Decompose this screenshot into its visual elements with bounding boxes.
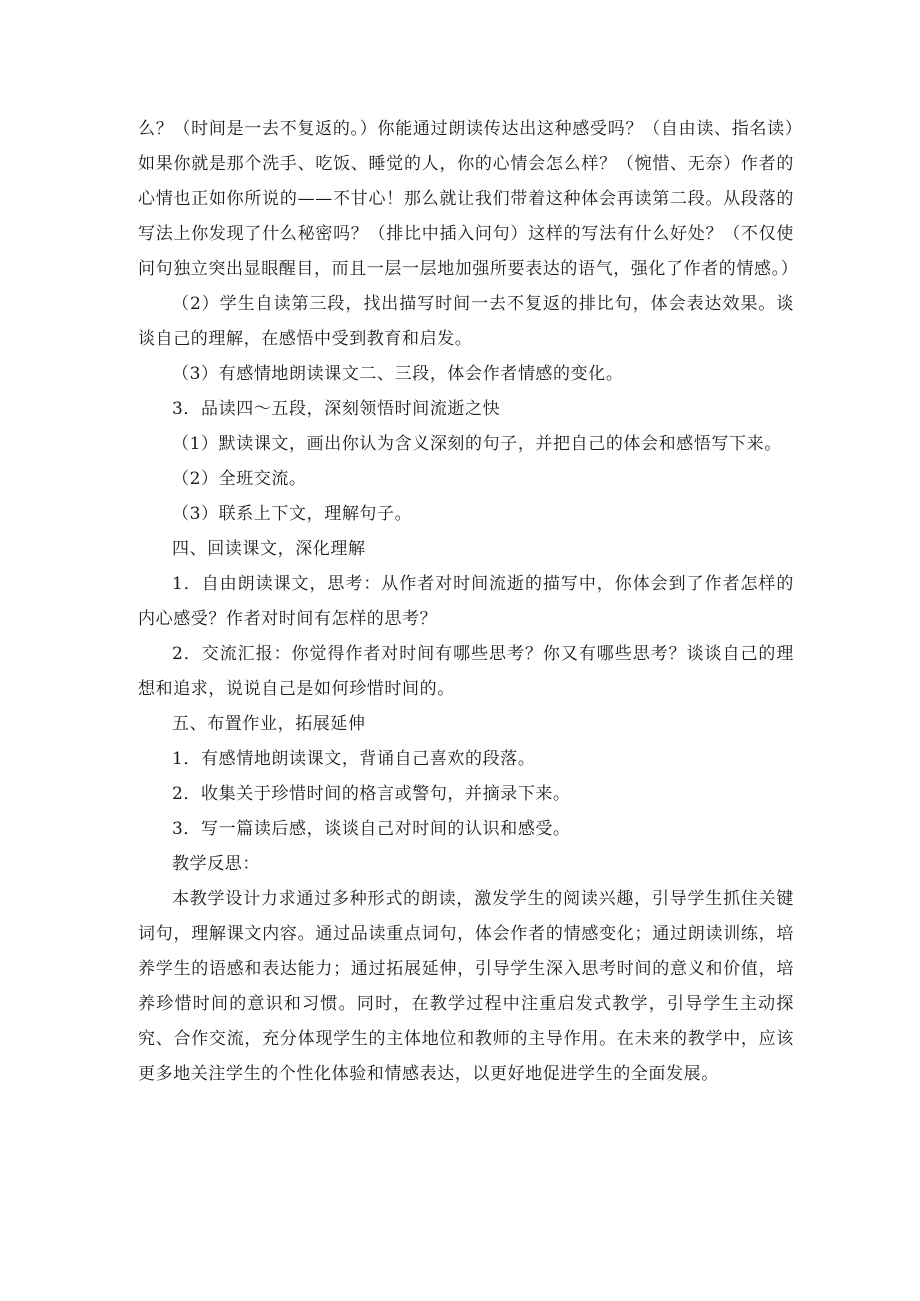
reflection-paragraph: 本教学设计力求通过多种形式的朗读，激发学生的阅读兴趣，引导学生抓住关键词句，理解课文内容。通过品读重点词句，体会作者的情感变化；通过朗读训练，培养学生的语感和表达能力；通过拓展延伸，引导学生深入思考时间的意义和价值，培养珍惜时间的意识和习惯。同时，在教学过程中注重启发式教学，引导学生主动探究、合作交流，充分体现学生的主体地位和教师的主导作用。在未来的教学中，应该更多地关注学生的个性化体验和情感表达，以更好地促进学生的全面发展。 xyxy=(138,889,794,1084)
paragraph-step-3-2: （2）全班交流。 xyxy=(172,469,307,489)
paragraph-continuation: 么？（时间是一去不复返的。）你能通过朗读传达出这种感受吗？（自由读、指名读）如果你就是那个洗手、吃饭、睡觉的人，你的心情会怎么样？（惋惜、无奈）作者的心情也正如你所说的——不甘心！那么就让我们带着这种体会再读第二段。从段落的写法上你发现了什么秘密吗？（排比中插入问句）这样的写法有什么好处？（不仅使问句独立突出显眼醒目，而且一层一层地加强所要表达的语气，强化了作者的情感。） xyxy=(138,119,799,279)
paragraph-homework-3: 3．写一篇读后感，谈谈自己对时间的认识和感受。 xyxy=(172,819,571,839)
paragraph-homework-2: 2．收集关于珍惜时间的格言或警句，并摘录下来。 xyxy=(172,784,571,804)
reflection-heading: 教学反思： xyxy=(172,854,260,874)
paragraph-homework-1: 1．有感情地朗读课文，背诵自己喜欢的段落。 xyxy=(172,749,536,769)
paragraph-step-3-1: （1）默读课文，画出你认为含义深刻的句子，并把自己的体会和感悟写下来。 xyxy=(172,434,782,454)
paragraph-step-2-2: （2）学生自读第三段，找出描写时间一去不复返的排比句，体会表达效果。谈谈自己的理解，在感悟中受到教育和启发。 xyxy=(138,294,794,349)
paragraph-section-4-item-1: 1．自由朗读课文，思考：从作者对时间流逝的描写中，你体会到了作者怎样的内心感受？作者对时间有怎样的思考？ xyxy=(138,574,794,629)
paragraph-item-3: 3．品读四～五段，深刻领悟时间流逝之快 xyxy=(172,399,501,419)
section-heading-5: 五、布置作业，拓展延伸 xyxy=(172,714,366,734)
paragraph-section-4-item-2: 2．交流汇报：你觉得作者对时间有哪些思考？你又有哪些思考？谈谈自己的理想和追求，说说自己是如何珍惜时间的。 xyxy=(138,644,794,699)
paragraph-step-3-3: （3）联系上下文，理解句子。 xyxy=(172,504,413,524)
paragraph-step-2-3: （3）有感情地朗读课文二、三段，体会作者情感的变化。 xyxy=(172,364,624,384)
document-page xyxy=(138,112,799,1092)
section-heading-4: 四、回读课文，深化理解 xyxy=(172,539,366,559)
